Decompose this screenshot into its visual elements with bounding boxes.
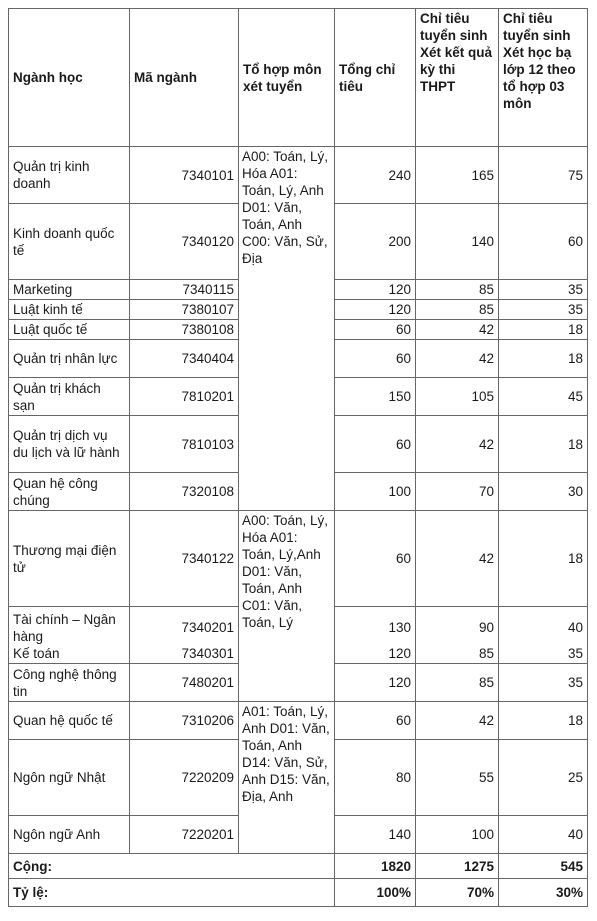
hocba-quota: 25 <box>499 740 588 816</box>
total-quota: 60 <box>335 416 416 473</box>
total-quota-group <box>335 607 416 664</box>
table-row <box>9 702 588 740</box>
thpt-quota: 85 <box>416 280 499 300</box>
subject-combo: A00: Toán, Lý, Hóa A01: Toán, Lý, Anh D01: Văn, Toán, Anh C00: Văn, Sử, Địa <box>239 147 335 511</box>
header-total: Tổng chỉ tiêu <box>335 9 416 147</box>
major-name: Quản trị khách sạn <box>9 378 130 416</box>
total-quota: 150 <box>335 378 416 416</box>
table-row <box>9 147 588 204</box>
thpt-quota: 42 <box>416 340 499 378</box>
major-code: 7220201 <box>130 816 239 854</box>
sum-total: 1820 <box>335 854 416 879</box>
subject-combo: A00: Toán, Lý, Hóa A01: Toán, Lý,Anh D01: Văn, Toán, Anh C01: Văn, Toán, Lý <box>239 511 335 702</box>
hocba-quota: 18 <box>499 340 588 378</box>
thpt-quota: 90 <box>478 620 494 635</box>
major-code: 7340115 <box>130 280 239 300</box>
thpt-quota: 42 <box>416 702 499 740</box>
hocba-quota: 35 <box>567 646 583 661</box>
major-name: Kinh doanh quốc tế <box>9 204 130 280</box>
thpt-quota: 55 <box>416 740 499 816</box>
major-name: Luật quốc tế <box>9 320 130 340</box>
major-name: Công nghệ thông tin <box>9 664 130 702</box>
table-row <box>9 511 588 607</box>
sum-label: Cộng: <box>9 854 335 879</box>
major-code: 7810201 <box>130 378 239 416</box>
header-major: Ngành học <box>9 9 130 147</box>
major-code: 7340404 <box>130 340 239 378</box>
major-name: Quản trị kinh doanh <box>9 147 130 204</box>
major-code: 7220209 <box>130 740 239 816</box>
sum-thpt: 1275 <box>416 854 499 879</box>
major-name: Thương mại điện tử <box>9 511 130 607</box>
total-quota: 200 <box>335 204 416 280</box>
hocba-quota: 35 <box>499 300 588 320</box>
hocba-quota: 40 <box>567 620 583 635</box>
thpt-quota: 42 <box>416 416 499 473</box>
major-code: 7380107 <box>130 300 239 320</box>
major-code: 7380108 <box>130 320 239 340</box>
header-row <box>9 9 588 147</box>
hocba-quota: 35 <box>499 280 588 300</box>
total-quota: 140 <box>335 816 416 854</box>
major-name: Marketing <box>9 280 130 300</box>
major-name: Ngôn ngữ Anh <box>9 816 130 854</box>
thpt-quota: 140 <box>416 204 499 280</box>
ratio-thpt: 70% <box>416 879 499 907</box>
thpt-quota: 42 <box>416 320 499 340</box>
sum-row <box>9 854 588 879</box>
major-code: 7340201 <box>181 620 234 635</box>
ratio-hocba: 30% <box>499 879 588 907</box>
hocba-quota: 18 <box>499 416 588 473</box>
header-code: Mã ngành <box>130 9 239 147</box>
ratio-label: Tỷ lệ: <box>9 879 335 907</box>
ratio-total: 100% <box>335 879 416 907</box>
hocba-quota: 35 <box>499 664 588 702</box>
hocba-quota: 18 <box>499 511 588 607</box>
hocba-quota: 18 <box>499 320 588 340</box>
major-name: Ngôn ngữ Nhật <box>9 740 130 816</box>
major-code: 7810103 <box>130 416 239 473</box>
subject-combo: A01: Toán, Lý, Anh D01: Văn, Toán, Anh D14: Văn, Sử, Anh D15: Văn, Địa, Anh <box>239 702 335 854</box>
thpt-quota: 70 <box>416 473 499 511</box>
major-code: 7340301 <box>181 646 234 661</box>
total-quota: 60 <box>335 702 416 740</box>
total-quota: 240 <box>335 147 416 204</box>
thpt-quota: 85 <box>478 646 494 661</box>
major-name: Tài chính – Ngân hàng <box>13 612 116 644</box>
admission-quota-table <box>8 8 588 907</box>
hocba-quota: 45 <box>499 378 588 416</box>
major-code: 7310206 <box>130 702 239 740</box>
header-hocba: Chỉ tiêu tuyển sinh Xét học bạ lớp 12 theo tổ hợp 03 môn <box>499 9 588 147</box>
total-quota: 100 <box>335 473 416 511</box>
total-quota: 60 <box>335 320 416 340</box>
major-name: Quản trị dịch vụ du lịch và lữ hành <box>9 416 130 473</box>
major-name: Quan hệ quốc tế <box>9 702 130 740</box>
total-quota: 130 <box>388 620 411 635</box>
header-combo: Tổ hợp môn xét tuyển <box>239 9 335 147</box>
thpt-quota: 100 <box>416 816 499 854</box>
header-thpt: Chỉ tiêu tuyển sinh Xét kết quả kỳ thi THPT <box>416 9 499 147</box>
major-name: Quản trị nhân lực <box>9 340 130 378</box>
major-code: 7340120 <box>130 204 239 280</box>
thpt-quota: 85 <box>416 664 499 702</box>
hocba-quota-group <box>499 607 588 664</box>
thpt-quota: 165 <box>416 147 499 204</box>
total-quota: 120 <box>335 664 416 702</box>
major-code: 7480201 <box>130 664 239 702</box>
thpt-quota: 42 <box>416 511 499 607</box>
total-quota: 60 <box>335 340 416 378</box>
hocba-quota: 60 <box>499 204 588 280</box>
hocba-quota: 30 <box>499 473 588 511</box>
major-code: 7320108 <box>130 473 239 511</box>
hocba-quota: 40 <box>499 816 588 854</box>
thpt-quota: 85 <box>416 300 499 320</box>
total-quota: 120 <box>335 300 416 320</box>
major-code: 7340101 <box>130 147 239 204</box>
major-code: 7340122 <box>130 511 239 607</box>
thpt-quota: 105 <box>416 378 499 416</box>
major-name: Quan hệ công chúng <box>9 473 130 511</box>
hocba-quota: 18 <box>499 702 588 740</box>
total-quota: 120 <box>388 646 411 661</box>
thpt-quota-group <box>416 607 499 664</box>
total-quota: 80 <box>335 740 416 816</box>
total-quota: 60 <box>335 511 416 607</box>
major-code-group <box>130 607 239 664</box>
hocba-quota: 75 <box>499 147 588 204</box>
major-name: Kế toán <box>13 646 60 661</box>
major-name-group <box>9 607 130 664</box>
major-name: Luật kinh tế <box>9 300 130 320</box>
ratio-row <box>9 879 588 907</box>
sum-hocba: 545 <box>499 854 588 879</box>
total-quota: 120 <box>335 280 416 300</box>
